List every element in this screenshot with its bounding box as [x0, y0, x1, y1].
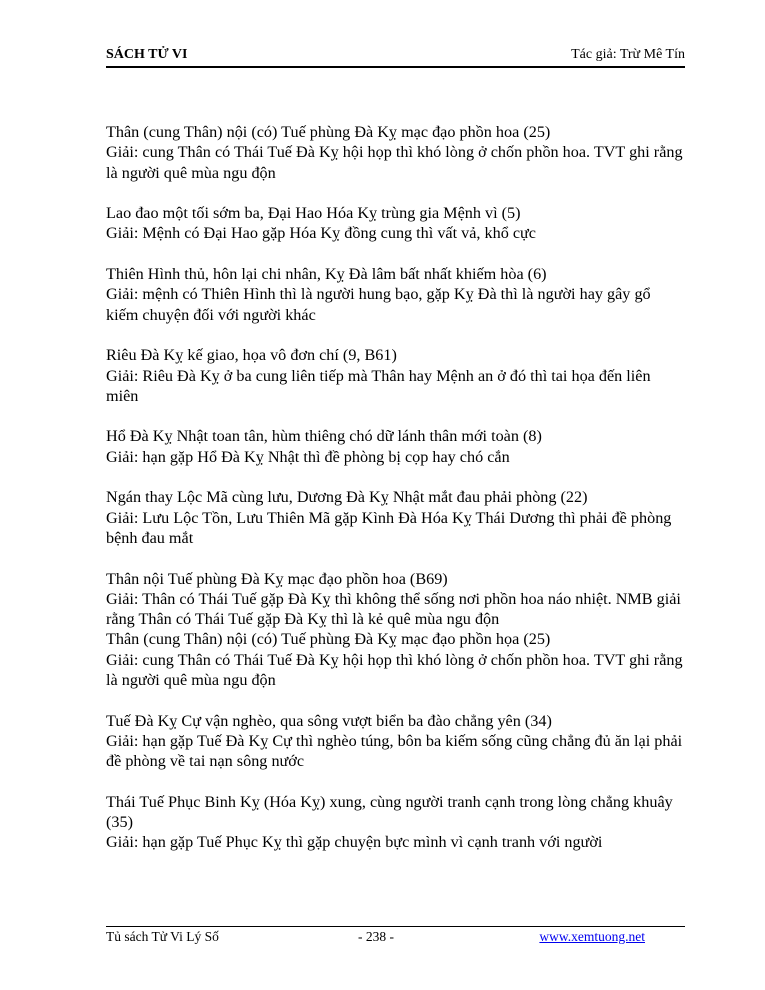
verse-explanation: Giải: Riêu Đà Kỵ ở ba cung liên tiếp mà Thân hay Mệnh an ở đó thì tai họa đến liên miên [106, 366, 651, 405]
book-title: SÁCH TỬ VI [106, 47, 188, 62]
verse-line: Thân (cung Thân) nội (có) Tuế phùng Đà Kỵ mạc đạo phồn hoa (25) [106, 123, 551, 141]
verse-explanation: Giải: cung Thân có Thái Tuế Đà Kỵ hội họp thì khó lòng ở chốn phồn hoa. TVT ghi rằng là người quê mùa ngu độn [106, 650, 683, 690]
verse-line: Tuế Đà Kỵ Cự vận nghèo, qua sông vượt biển ba đào chẳng yên (34) [106, 711, 552, 730]
verse-explanation: Giải: cung Thân có Thái Tuế Đà Kỵ hội họp thì khó lòng ở chốn phồn hoa. TVT ghi rằng là người quê mùa ngu độn [106, 143, 683, 182]
verse-line: Thiên Hình thủ, hôn lại chi nhân, Kỵ Đà lâm bất nhất khiếm hòa (6) [106, 265, 547, 284]
verse-block [106, 122, 686, 183]
verse-block [106, 426, 686, 467]
verse-explanation: Giải: hạn gặp Tuế Phục Kỵ thì gặp chuyện bực mình vì cạnh tranh với người [106, 833, 603, 852]
verse-explanation: Giải: Mệnh có Đại Hao gặp Hóa Kỵ đồng cung thì vất vả, khổ cực [106, 224, 536, 243]
verse-line: Thái Tuế Phục Binh Kỵ (Hóa Kỵ) xung, cùng người tranh cạnh trong lòng chẳng khuây (35) [106, 792, 673, 832]
verse-line: Hổ Đà Kỵ Nhật toan tân, hùm thiêng chó dữ lánh thân mới toàn (8) [106, 427, 542, 446]
page-number: - 238 - [358, 929, 394, 944]
verse-explanation: Giải: Thân có Thái Tuế gặp Đà Kỵ thì không thể sống nơi phồn hoa náo nhiệt. NMB giải rằng Thân có Thái Tuế gặp Đà Kỵ thì là kẻ quê mùa ngu độn [106, 589, 681, 629]
page-footer [106, 926, 685, 951]
author-label: Tác giả: Trừ Mê Tín [571, 47, 685, 62]
page-body [106, 122, 686, 873]
verse-line: Thân nội Tuế phùng Đà Kỵ mạc đạo phồn hoa (B69) [106, 569, 448, 588]
series-name: Tủ sách Tử Vi Lý Số [106, 929, 219, 944]
verse-block [106, 711, 686, 772]
verse-block [106, 203, 686, 244]
verse-line: Thân (cung Thân) nội (có) Tuế phùng Đà Kỵ mạc đạo phồn họa (25) [106, 630, 551, 649]
website-link[interactable]: www.xemtuong.net [539, 929, 645, 944]
verse-line: Ngán thay Lộc Mã cùng lưu, Dương Đà Kỵ Nhật mắt đau phải phòng (22) [106, 488, 588, 507]
verse-block [106, 487, 686, 548]
page-header [106, 44, 685, 68]
verse-block [106, 264, 686, 325]
verse-line: Riêu Đà Kỵ kế giao, họa vô đơn chí (9, B61) [106, 346, 397, 365]
verse-explanation: Giải: Lưu Lộc Tồn, Lưu Thiên Mã gặp Kình Đà Hóa Kỵ Thái Dương thì phải đề phòng bệnh đau mắt [106, 508, 672, 547]
verse-block [106, 792, 686, 853]
verse-explanation: Giải: hạn gặp Tuế Đà Kỵ Cự thì nghèo túng, bôn ba kiếm sống cũng chẳng đủ ăn lại phải đề phòng về tai nạn sông nước [106, 731, 683, 771]
verse-block [106, 345, 686, 406]
verse-block [106, 569, 686, 691]
verse-explanation: Giải: mệnh có Thiên Hình thì là người hung bạo, gặp Kỵ Đà thì là người hay gây gổ kiếm chuyện đối với người khác [106, 285, 651, 324]
verse-line: Lao đao một tối sớm ba, Đại Hao Hóa Kỵ trùng gia Mệnh vì (5) [106, 204, 521, 223]
verse-explanation: Giải: hạn gặp Hổ Đà Kỵ Nhật thì đề phòng bị cọp hay chó cắn [106, 447, 510, 466]
